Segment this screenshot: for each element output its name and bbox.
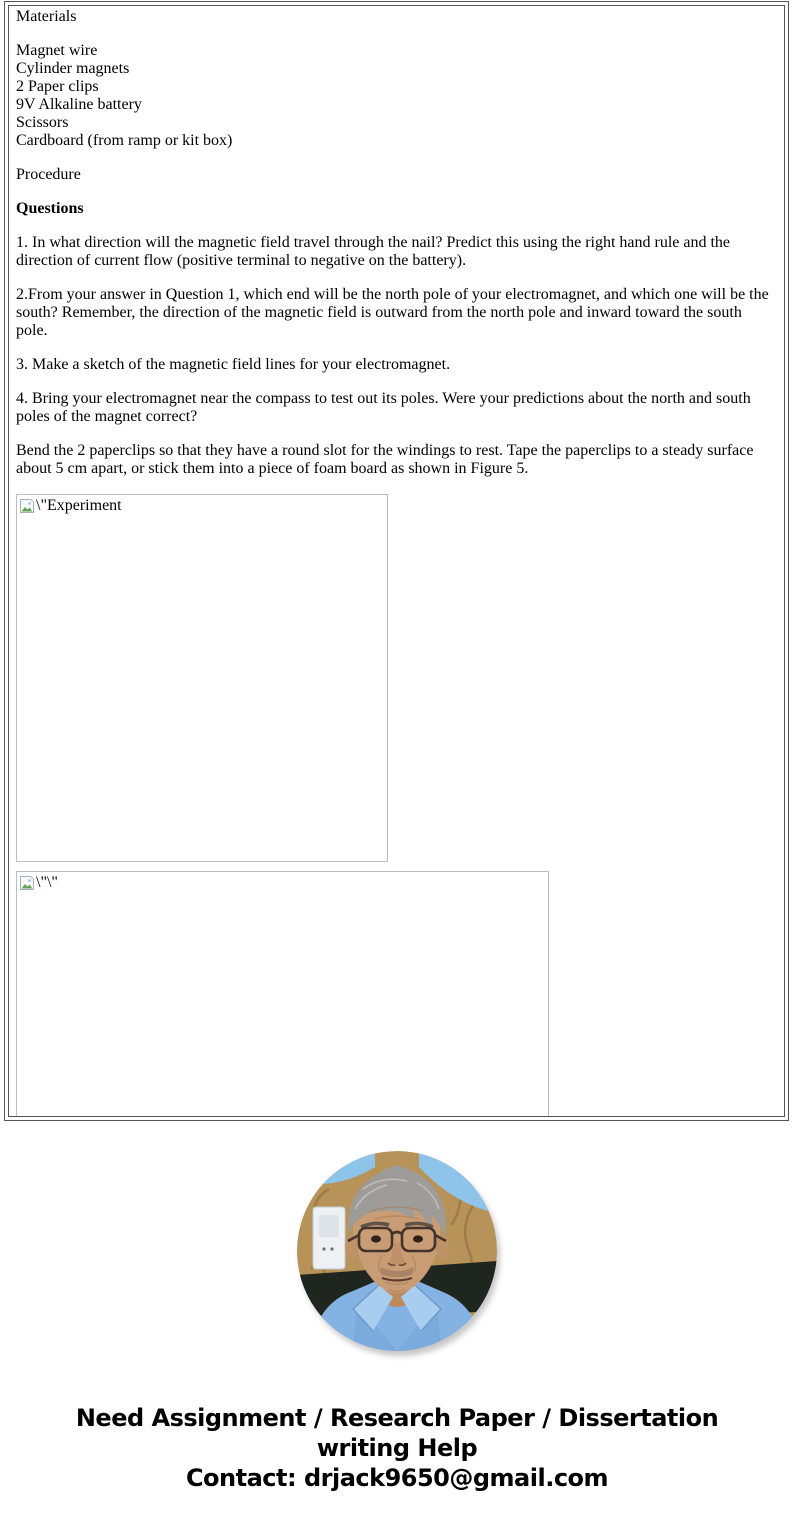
procedure-heading: Procedure bbox=[16, 166, 81, 183]
help-heading: Need Assignment / Research Paper / Dissertation writing Help bbox=[75, 1404, 719, 1462]
bend-instruction: Bend the 2 paperclips so that they have a round slot for the windings to rest. Tape the paperclips to a steady surface about 5 cm apart, or stick them into a piece of foam board as shown in Figure 5. bbox=[16, 442, 754, 477]
questions-heading: Questions bbox=[16, 200, 84, 217]
broken-image-icon bbox=[19, 498, 35, 514]
materials-item: 2 Paper clips bbox=[16, 78, 99, 95]
question-1: 1. In what direction will the magnetic field travel through the nail? Predict this using the right hand rule and the direction of current flow (positive terminal to negative on the battery). bbox=[16, 234, 731, 269]
materials-item: Cardboard (from ramp or kit box) bbox=[16, 132, 233, 149]
footer-ad bbox=[27, 1403, 767, 1493]
materials-item: Scissors bbox=[16, 114, 69, 131]
broken-image-experiment bbox=[16, 494, 388, 862]
materials-item: Cylinder magnets bbox=[16, 60, 130, 77]
broken-image-alt: \"Experiment bbox=[36, 497, 122, 514]
contact-line: Contact: drjack9650@gmail.com bbox=[185, 1464, 609, 1492]
tutor-portrait-image bbox=[297, 1151, 497, 1351]
worksheet-cell bbox=[8, 5, 785, 1117]
materials-item: 9V Alkaline battery bbox=[16, 96, 142, 113]
materials-list bbox=[16, 42, 777, 150]
broken-image-icon bbox=[19, 875, 35, 891]
broken-image-blank bbox=[16, 871, 549, 1117]
question-4: 4. Bring your electromagnet near the compass to test out its poles. Were your predictions about the north and south poles of the magnet correct? bbox=[16, 390, 751, 425]
question-2: 2.From your answer in Question 1, which end will be the north pole of your electromagnet, and which one will be the south? Remember, the direction of the magnetic field is outward from the north pole and inward toward the south pole. bbox=[16, 286, 769, 339]
broken-image-alt: \"\" bbox=[36, 874, 58, 891]
avatar bbox=[297, 1151, 497, 1351]
worksheet-frame bbox=[4, 1, 789, 1121]
materials-heading: Materials bbox=[16, 8, 77, 25]
avatar-section bbox=[0, 1151, 794, 1351]
question-3: 3. Make a sketch of the magnetic field lines for your electromagnet. bbox=[16, 356, 451, 373]
materials-item: Magnet wire bbox=[16, 42, 98, 59]
